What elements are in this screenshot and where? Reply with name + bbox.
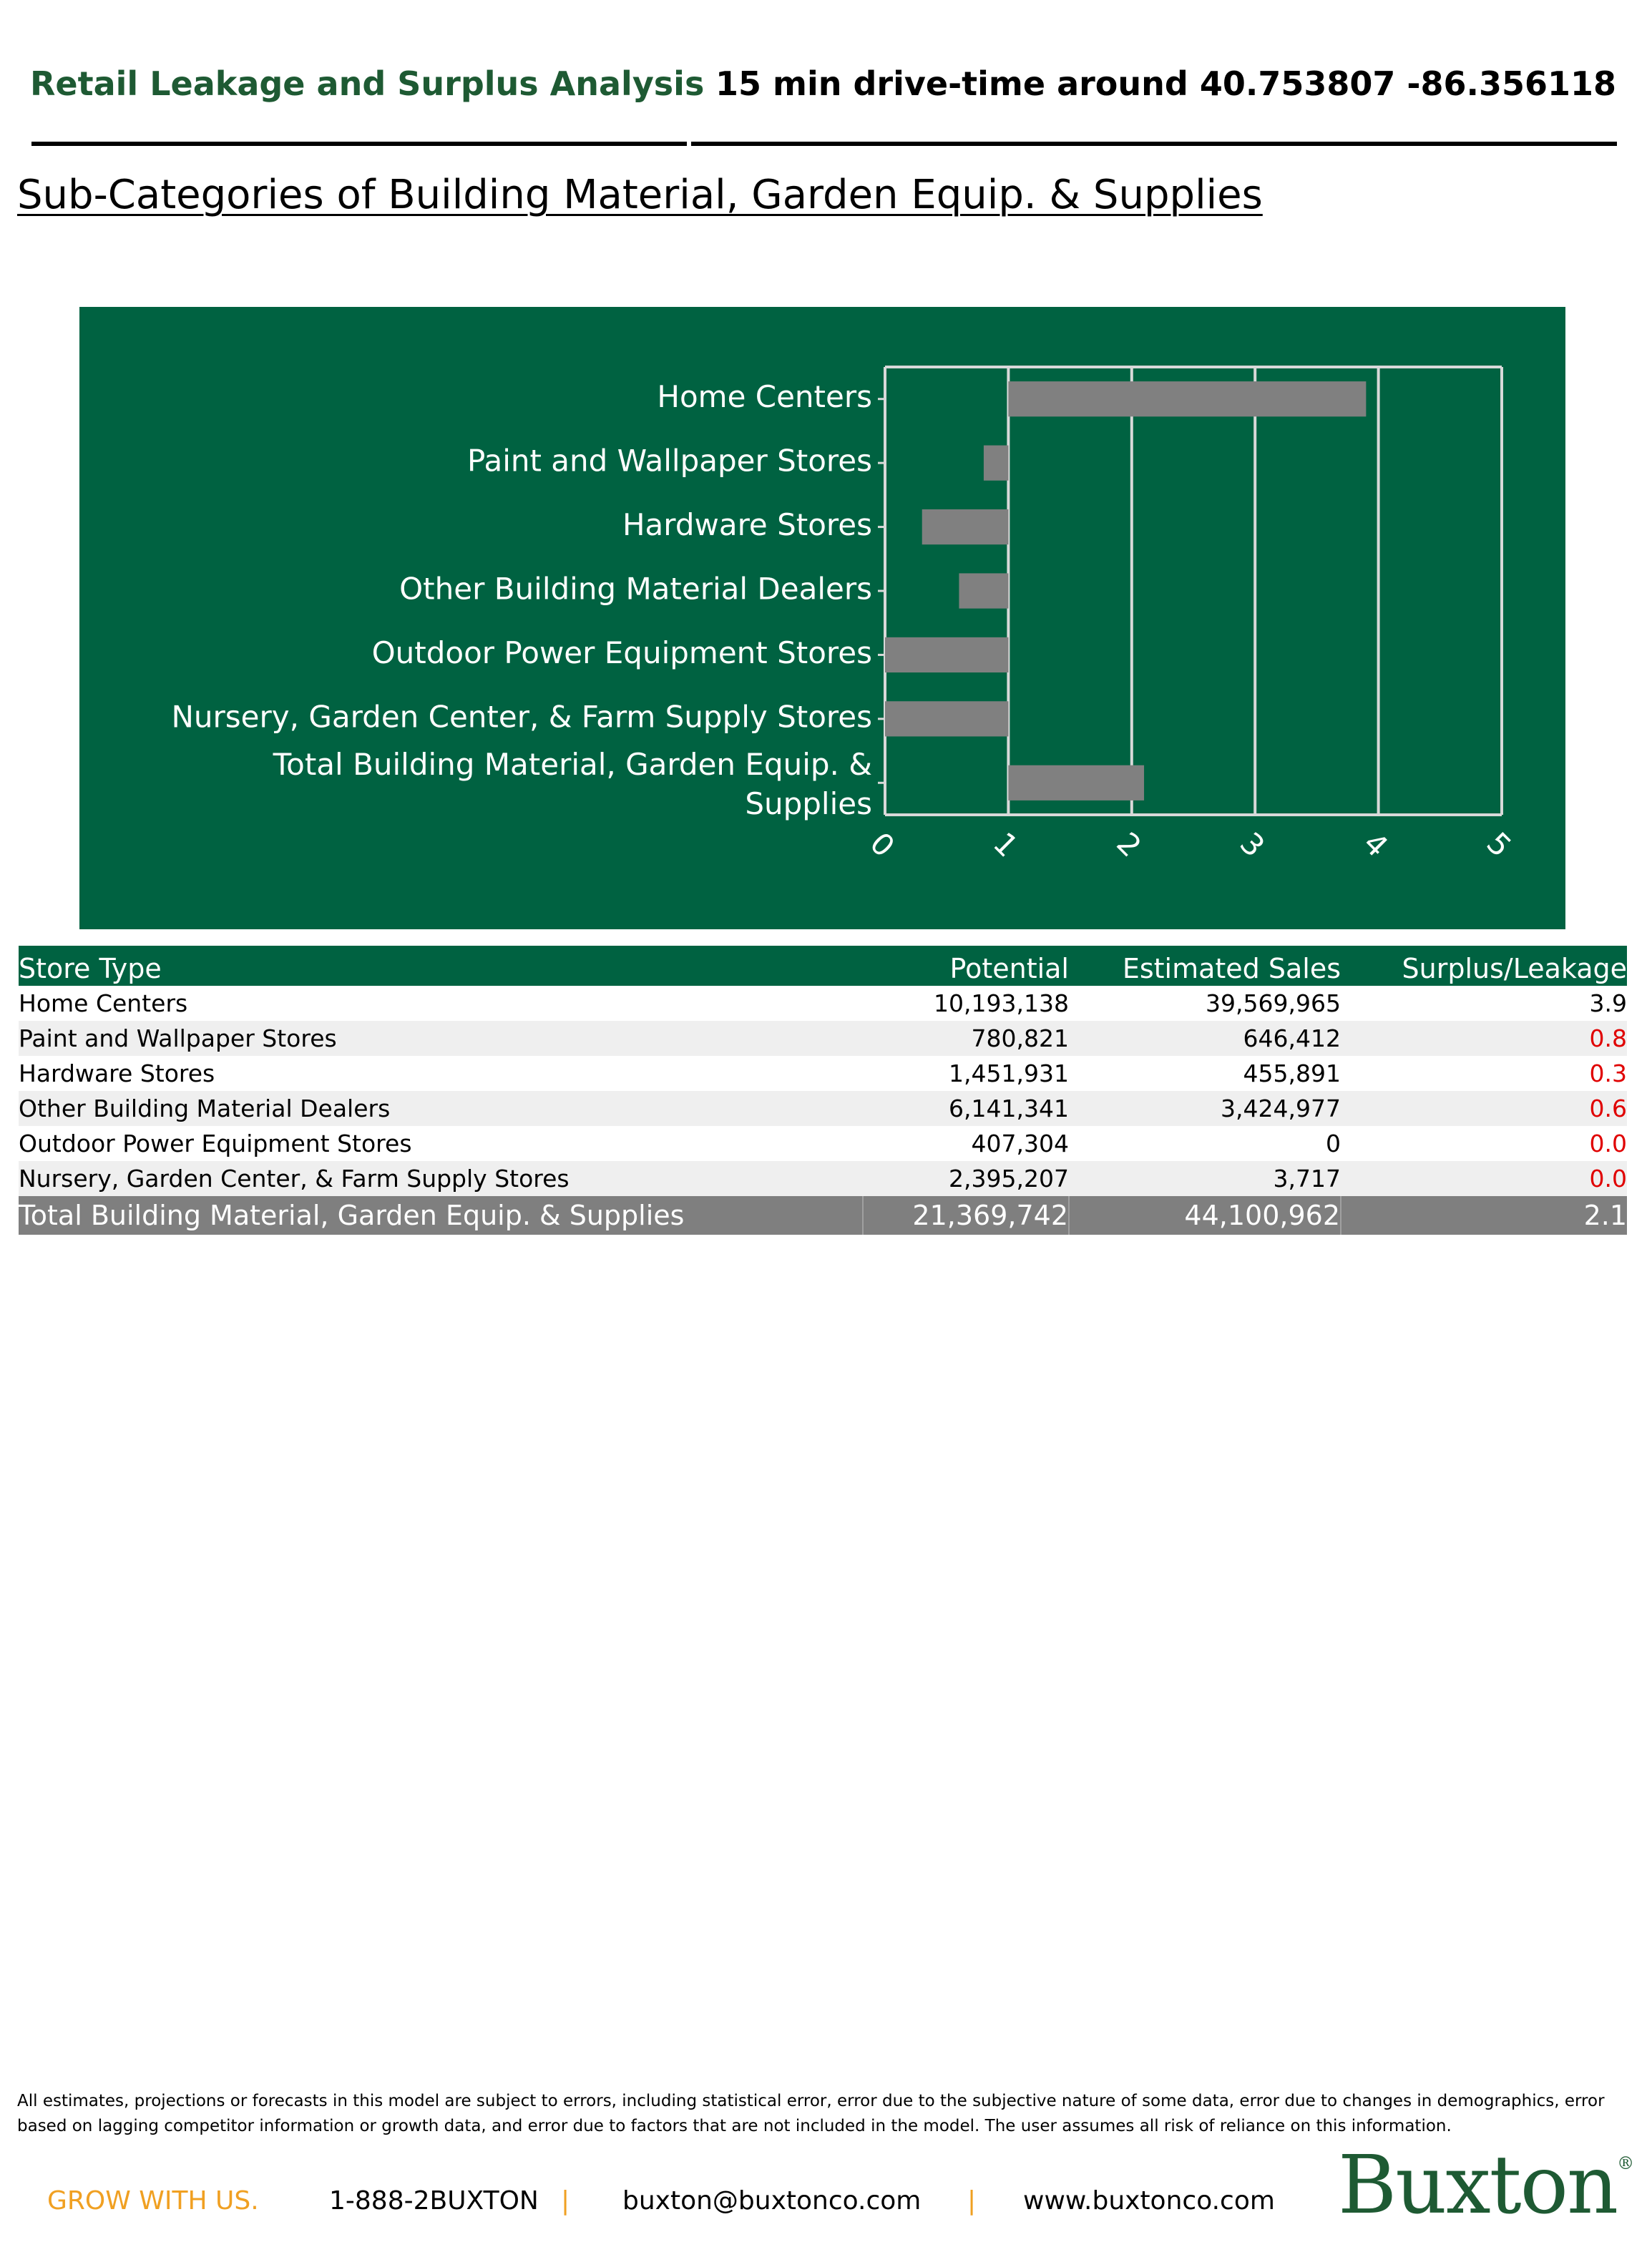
total-ratio: 2.1 (1341, 1196, 1627, 1235)
cell-potential: 2,395,207 (863, 1161, 1069, 1196)
header-potential: Potential (863, 946, 1069, 986)
bar (1008, 765, 1144, 801)
footer-separator: | (561, 2186, 570, 2216)
cell-ratio: 3.9 (1589, 989, 1627, 1017)
cell-potential: 780,821 (863, 1021, 1069, 1056)
header-surplus-leakage: Surplus/Leakage (1341, 946, 1627, 986)
logo-text: Buxton (1338, 2139, 1618, 2232)
table-row (19, 1091, 1627, 1126)
cell-estimated-sales: 39,569,965 (1206, 989, 1341, 1017)
cell-potential: 10,193,138 (934, 989, 1069, 1017)
x-tick-label: 3 (1233, 825, 1272, 864)
cell-estimated-sales: 0 (1326, 1130, 1341, 1157)
category-label: Outdoor Power Equipment Stores (371, 635, 872, 670)
cell-estimated-sales: 3,717 (1069, 1161, 1341, 1196)
buxton-logo (1338, 2139, 1633, 2232)
header-rule-right (691, 142, 1617, 146)
table-row (19, 1161, 1627, 1196)
cell-estimated-sales: 455,891 (1243, 1059, 1341, 1087)
data-table (19, 946, 1627, 1235)
x-tick-label: 0 (863, 825, 902, 864)
header-store-type: Store Type (19, 946, 863, 986)
header-estimated-sales: Estimated Sales (1069, 946, 1341, 986)
category-label: Nursery, Garden Center, & Farm Supply Stores (171, 699, 872, 735)
total-store-type: Total Building Material, Garden Equip. & Supplies (19, 1196, 863, 1235)
category-label: Hardware Stores (622, 507, 872, 543)
footer-website-link[interactable]: www.buxtonco.com (1023, 2186, 1275, 2216)
cell-ratio: 0.6 (1341, 1091, 1627, 1126)
bar-chart (79, 307, 1565, 929)
cell-ratio: 0.8 (1341, 1021, 1627, 1056)
footer-email-link[interactable]: buxton@buxtonco.com (622, 2186, 922, 2216)
bar (984, 446, 1008, 481)
footer-phone[interactable]: 1-888-2BUXTON (329, 2186, 539, 2216)
total-estimated-sales: 44,100,962 (1069, 1196, 1341, 1235)
table-row (19, 1126, 1627, 1161)
table-header-row (19, 946, 1627, 986)
header-rule-left (31, 142, 687, 146)
cell-ratio: 0.0 (1589, 1130, 1627, 1157)
table-row (19, 1021, 1627, 1056)
cell-store-type: Other Building Material Dealers (19, 1091, 863, 1126)
total-potential: 21,369,742 (863, 1196, 1069, 1235)
table-total-row (19, 1196, 1627, 1235)
footer-separator: | (967, 2186, 977, 2216)
cell-store-type: Nursery, Garden Center, & Farm Supply Stores (19, 1161, 863, 1196)
bar (885, 701, 1008, 736)
disclaimer-text: All estimates, projections or forecasts in this model are subject to errors, including statistical error, error due to the subjective nature of some data, error due to changes in demographics, error based on lagging competitor information or growth data, and error due to factors that are not included in the model. The user assumes all risk of reliance on this information. (17, 2092, 1605, 2135)
cell-estimated-sales: 3,424,977 (1069, 1091, 1341, 1126)
cell-potential: 1,451,931 (949, 1059, 1069, 1087)
bar (922, 509, 1009, 544)
cell-store-type: Paint and Wallpaper Stores (19, 1021, 863, 1056)
table-row (19, 986, 1627, 1021)
x-tick-label: 4 (1357, 825, 1395, 864)
bar (959, 573, 1008, 608)
x-tick-label: 1 (986, 825, 1025, 864)
table-row (19, 1056, 1627, 1091)
x-tick-label: 5 (1480, 825, 1519, 864)
cell-potential: 6,141,341 (863, 1091, 1069, 1126)
category-label: Home Centers (657, 379, 872, 415)
chart-panel (79, 307, 1565, 929)
cell-store-type: Hardware Stores (19, 1059, 215, 1087)
cell-ratio: 0.3 (1589, 1059, 1627, 1087)
bar (1008, 381, 1366, 416)
bar (885, 637, 1008, 672)
cell-store-type: Home Centers (19, 989, 188, 1017)
footer-tagline: GROW WITH US. (47, 2186, 259, 2216)
cell-estimated-sales: 646,412 (1069, 1021, 1341, 1056)
location-title: 15 min drive-time around 40.753807 -86.356118 (715, 64, 1616, 103)
category-label: Other Building Material Dealers (399, 571, 872, 607)
report-title: Retail Leakage and Surplus Analysis (30, 64, 705, 103)
x-tick-label: 2 (1110, 825, 1148, 864)
category-label: Total Building Material, Garden Equip. & Supplies (273, 746, 872, 821)
registered-mark: ® (1617, 2153, 1633, 2173)
cell-ratio: 0.0 (1341, 1161, 1627, 1196)
cell-store-type: Outdoor Power Equipment Stores (19, 1130, 412, 1157)
cell-potential: 407,304 (971, 1130, 1069, 1157)
category-label: Paint and Wallpaper Stores (467, 443, 872, 479)
section-subtitle: Sub-Categories of Building Material, Garden Equip. & Supplies (17, 172, 1263, 218)
